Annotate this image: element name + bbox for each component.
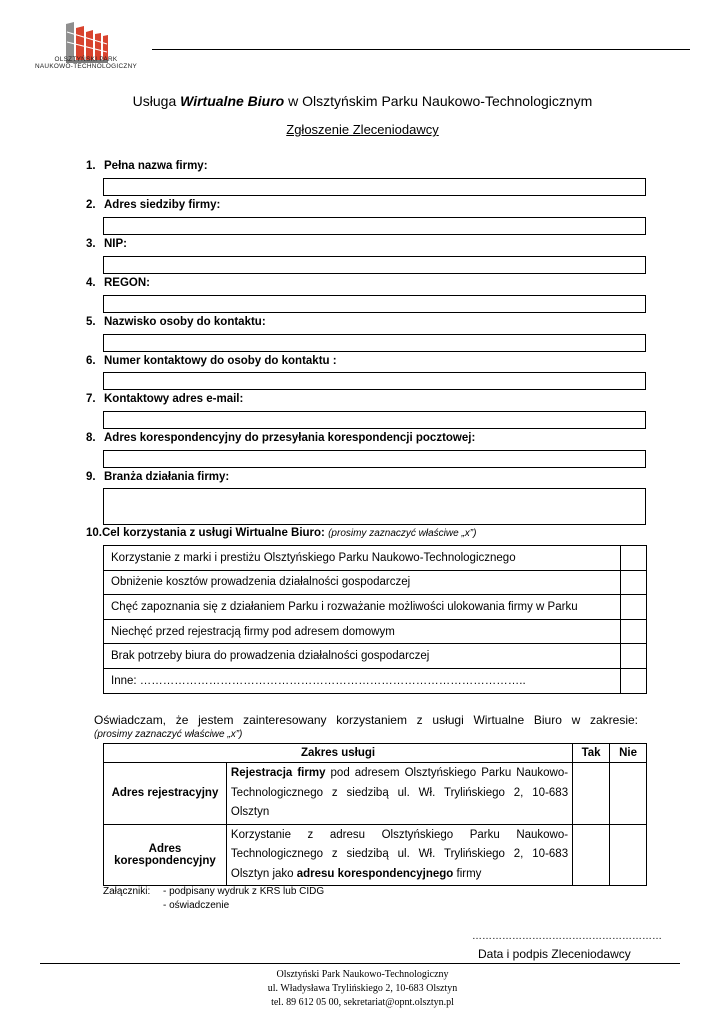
- footer-street: ul. Władysława Trylińskiego 2, 10-683 Olsztyn: [267, 983, 458, 994]
- attachments-label: Załączniki:: [103, 886, 151, 897]
- no-header: Nie: [610, 744, 647, 763]
- attachments: [103, 885, 324, 913]
- attachment-item: - podpisany wydruk z KRS lub CIDG: [163, 886, 325, 897]
- question-label: 9. Branża działania firmy:: [86, 471, 230, 483]
- correspondence-yes-checkbox[interactable]: [573, 824, 610, 886]
- question-label: 8. Adres korespondencyjny do przesyłania korespondencji pocztowej:: [86, 432, 476, 444]
- question-label: 4. REGON:: [86, 277, 150, 289]
- purpose-row: [104, 546, 647, 571]
- correspondence-no-checkbox[interactable]: [610, 824, 647, 886]
- signature-line: …………………………………………………: [472, 931, 662, 942]
- correspondence-address-field[interactable]: [103, 450, 646, 468]
- correspondence-address-description: Korzystanie z adresu Olsztyńskiego Parku Naukowo-Technologicznego z siedzibą ul. Wł. Trylińskiego 2, 10-683 Olsztyn jako adresu korespondencyjnego firmy: [226, 824, 572, 886]
- correspondence-address-label: Adres korespondencyjny: [104, 824, 227, 886]
- purpose-option: Brak potrzeby biura do prowadzenia działalności gospodarczej: [104, 644, 621, 669]
- question-label: 2. Adres siedziby firmy:: [86, 199, 221, 211]
- regon-field[interactable]: [103, 295, 646, 313]
- company-name-field[interactable]: [103, 178, 646, 196]
- purpose-option: Chęć zapoznania się z działaniem Parku i rozważanie możliwości ulokowania firmy w Parku: [104, 595, 621, 620]
- registration-yes-checkbox[interactable]: [573, 763, 610, 825]
- declaration-text: Oświadczam, że jestem zainteresowany korzystaniem z usługi Wirtualne Biuro w zakresie:: [94, 713, 638, 727]
- purpose-checkbox[interactable]: [621, 644, 647, 669]
- purpose-row: [104, 668, 647, 693]
- document-title: Usługa Wirtualne Biuro w Olsztyńskim Parku Naukowo-Technologicznym: [132, 93, 593, 109]
- contact-email-field[interactable]: [103, 411, 646, 429]
- scope-table: [103, 743, 647, 886]
- purpose-table: [103, 545, 647, 694]
- purpose-checkbox[interactable]: [621, 570, 647, 595]
- question-label: 6. Numer kontaktowy do osoby do kontaktu :: [86, 355, 337, 367]
- header-rule: [152, 49, 690, 50]
- purpose-row: [104, 644, 647, 669]
- footer-address: [0, 968, 725, 1010]
- logo-caption: OLSZTYŃSKI PARK NAUKOWO-TECHNOLOGICZNY: [34, 56, 138, 71]
- industry-field[interactable]: [103, 488, 646, 525]
- document-subtitle: Zgłoszenie Zleceniodawcy: [286, 122, 439, 137]
- question-label: 3. NIP:: [86, 238, 127, 250]
- purpose-label: 10.Cel korzystania z usługi Wirtualne Biuro: (prosimy zaznaczyć właściwe „x”): [86, 527, 477, 539]
- question-label: 7. Kontaktowy adres e-mail:: [86, 393, 244, 405]
- signature-label: Data i podpis Zleceniodawcy: [478, 947, 631, 961]
- purpose-checkbox[interactable]: [621, 595, 647, 620]
- scope-header: Zakres usługi: [104, 744, 573, 763]
- declaration-note: (prosimy zaznaczyć właściwe „x”): [94, 729, 243, 740]
- attachment-item: - oświadczenie: [163, 900, 230, 911]
- footer-rule: [40, 963, 680, 964]
- purpose-option: Niechęć przed rejestracją firmy pod adresem domowym: [104, 619, 621, 644]
- footer-org-name: Olsztyński Park Naukowo-Technologiczny: [276, 969, 449, 980]
- purpose-row: [104, 619, 647, 644]
- question-label: 1. Pełna nazwa firmy:: [86, 160, 208, 172]
- registration-address-label: Adres rejestracyjny: [104, 763, 227, 825]
- footer-contact: tel. 89 612 05 00, sekretariat@opnt.olsztyn.pl: [271, 997, 454, 1008]
- nip-field[interactable]: [103, 256, 646, 274]
- contact-name-field[interactable]: [103, 334, 646, 352]
- purpose-option-other[interactable]: Inne: ………………………………………………………………………………………..: [104, 668, 621, 693]
- purpose-row: [104, 595, 647, 620]
- purpose-row: [104, 570, 647, 595]
- purpose-option: Korzystanie z marki i prestiżu Olsztyńskiego Parku Naukowo-Technologicznego: [104, 546, 621, 571]
- purpose-checkbox[interactable]: [621, 668, 647, 693]
- purpose-checkbox[interactable]: [621, 619, 647, 644]
- park-logo: [36, 20, 146, 80]
- purpose-option: Obniżenie kosztów prowadzenia działalności gospodarczej: [104, 570, 621, 595]
- company-address-field[interactable]: [103, 217, 646, 235]
- registration-address-description: Rejestracja firmy pod adresem Olsztyńskiego Parku Naukowo-Technologicznego z siedzibą ul. Wł. Trylińskiego 2, 10-683 Olsztyn: [226, 763, 572, 825]
- purpose-checkbox[interactable]: [621, 546, 647, 571]
- question-label: 5. Nazwisko osoby do kontaktu:: [86, 316, 266, 328]
- yes-header: Tak: [573, 744, 610, 763]
- contact-phone-field[interactable]: [103, 372, 646, 390]
- registration-no-checkbox[interactable]: [610, 763, 647, 825]
